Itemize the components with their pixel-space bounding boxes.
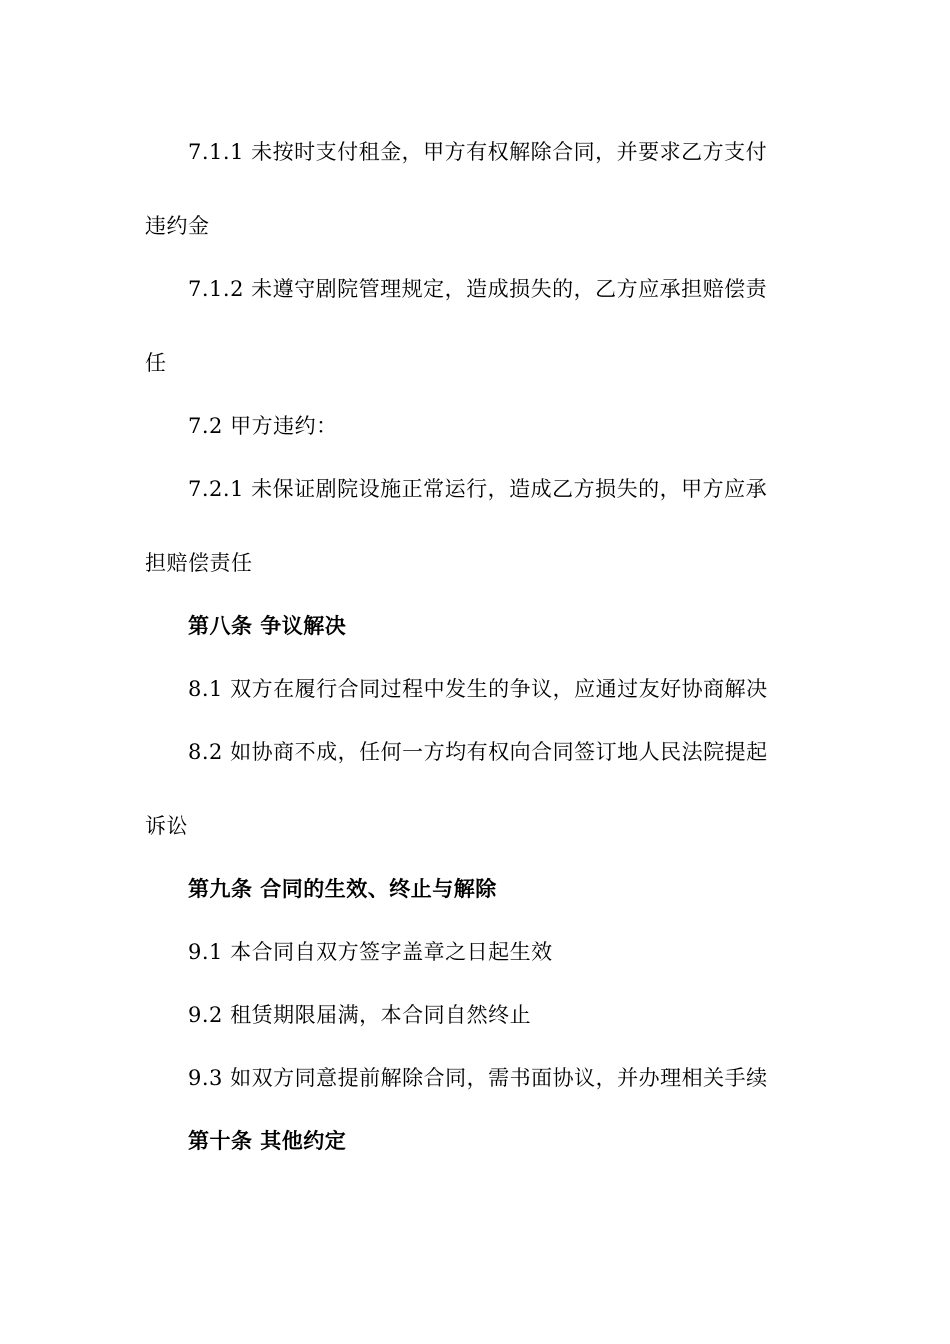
clause-7-1-2-continued: 任 xyxy=(145,351,167,375)
article-8-heading: 第八条 争议解决 xyxy=(188,613,347,638)
clause-8-1: 8.1 双方在履行合同过程中发生的争议，应通过友好协商解决 xyxy=(188,677,768,701)
clause-7-2: 7.2 甲方违约： xyxy=(188,414,338,438)
clause-7-2-1-continued: 担赔偿责任 xyxy=(145,551,253,575)
clause-7-1-1-continued: 违约金 xyxy=(145,214,210,238)
clause-9-3: 9.3 如双方同意提前解除合同，需书面协议，并办理相关手续 xyxy=(188,1066,768,1090)
clause-9-2: 9.2 租赁期限届满，本合同自然终止 xyxy=(188,1003,532,1027)
clause-9-1: 9.1 本合同自双方签字盖章之日起生效 xyxy=(188,940,553,964)
clause-7-1-2: 7.1.2 未遵守剧院管理规定，造成损失的，乙方应承担赔偿责 xyxy=(188,277,768,301)
clause-7-2-1: 7.2.1 未保证剧院设施正常运行，造成乙方损失的，甲方应承 xyxy=(188,477,768,501)
clause-8-2: 8.2 如协商不成，任何一方均有权向合同签订地人民法院提起 xyxy=(188,740,768,764)
clause-8-2-continued: 诉讼 xyxy=(145,814,188,838)
clause-7-1-1: 7.1.1 未按时支付租金，甲方有权解除合同，并要求乙方支付 xyxy=(188,140,768,164)
article-10-heading: 第十条 其他约定 xyxy=(188,1128,347,1153)
article-9-heading: 第九条 合同的生效、终止与解除 xyxy=(188,876,497,901)
